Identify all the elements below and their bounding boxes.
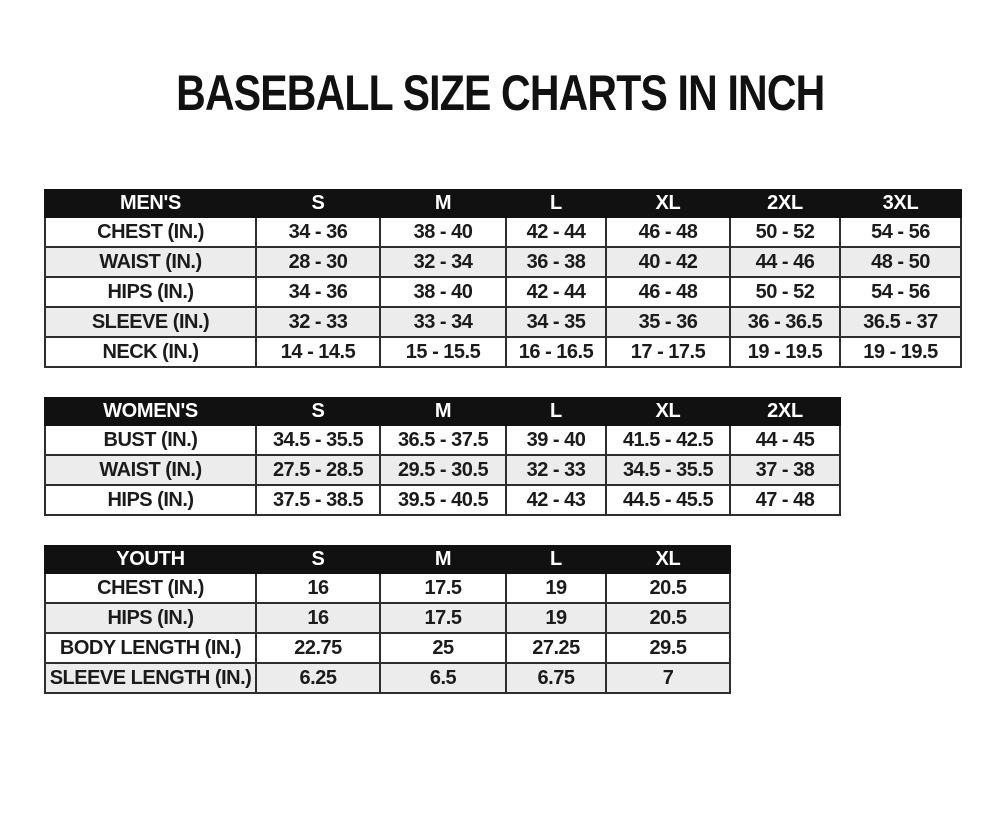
womens-hips-in-l: 42 - 43 <box>506 485 606 515</box>
page-title <box>0 65 1000 121</box>
mens-sleeve-in-xl: 35 - 36 <box>606 307 730 337</box>
youth-header-row <box>45 546 730 573</box>
youth-row-chest-in <box>45 573 730 603</box>
youth-header-s: S <box>256 546 380 573</box>
youth-sleeve-length-in-l: 6.75 <box>506 663 606 693</box>
womens-header-women-s: WOMEN'S <box>45 398 256 425</box>
youth-body-length-in-xl: 29.5 <box>606 633 730 663</box>
womens-header-l: L <box>506 398 606 425</box>
womens-waist-in-l: 32 - 33 <box>506 455 606 485</box>
mens-header-xl: XL <box>606 190 730 217</box>
youth-sleeve-length-in-xl: 7 <box>606 663 730 693</box>
mens-sleeve-in-2xl: 36 - 36.5 <box>730 307 840 337</box>
mens-neck-in-3xl: 19 - 19.5 <box>840 337 961 367</box>
mens-chest-in-s: 34 - 36 <box>256 217 380 247</box>
youth-header-l: L <box>506 546 606 573</box>
mens-header-3xl: 3XL <box>840 190 961 217</box>
youth-sleeve-length-in-s: 6.25 <box>256 663 380 693</box>
womens-header-xl: XL <box>606 398 730 425</box>
mens-header-s: S <box>256 190 380 217</box>
youth-chest-in-m: 17.5 <box>380 573 506 603</box>
womens-row-hips-in <box>45 485 840 515</box>
womens-waist-in-xl: 34.5 - 35.5 <box>606 455 730 485</box>
mens-waist-in-2xl: 44 - 46 <box>730 247 840 277</box>
womens-header-row <box>45 398 840 425</box>
mens-waist-in-m: 32 - 34 <box>380 247 506 277</box>
mens-neck-in-xl: 17 - 17.5 <box>606 337 730 367</box>
youth-hips-in-m: 17.5 <box>380 603 506 633</box>
youth-chest-in-l: 19 <box>506 573 606 603</box>
mens-row-hips-in <box>45 277 961 307</box>
mens-sleeve-in-l: 34 - 35 <box>506 307 606 337</box>
mens-sleeve-in-s: 32 - 33 <box>256 307 380 337</box>
mens-chest-in-xl: 46 - 48 <box>606 217 730 247</box>
youth-chest-in-s: 16 <box>256 573 380 603</box>
womens-header-2xl: 2XL <box>730 398 840 425</box>
womens-bust-in-xl: 41.5 - 42.5 <box>606 425 730 455</box>
womens-bust-in-l: 39 - 40 <box>506 425 606 455</box>
mens-waist-in-s: 28 - 30 <box>256 247 380 277</box>
womens-row-waist-in <box>45 455 840 485</box>
page-title-text: BASEBALL SIZE CHARTS IN INCH <box>175 65 825 121</box>
womens-hips-in-2xl: 47 - 48 <box>730 485 840 515</box>
mens-chest-in-l: 42 - 44 <box>506 217 606 247</box>
womens-hips-in-s: 37.5 - 38.5 <box>256 485 380 515</box>
youth-size-table <box>44 545 731 694</box>
mens-neck-in-2xl: 19 - 19.5 <box>730 337 840 367</box>
womens-waist-in-2xl: 37 - 38 <box>730 455 840 485</box>
mens-hips-in-2xl: 50 - 52 <box>730 277 840 307</box>
youth-body-length-in-l: 27.25 <box>506 633 606 663</box>
youth-row-body-length-in <box>45 633 730 663</box>
mens-chest-in-m: 38 - 40 <box>380 217 506 247</box>
mens-hips-in-xl: 46 - 48 <box>606 277 730 307</box>
youth-chest-in-xl: 20.5 <box>606 573 730 603</box>
mens-hips-in-m: 38 - 40 <box>380 277 506 307</box>
youth-measure-label: HIPS (IN.) <box>45 603 256 633</box>
mens-measure-label: SLEEVE (IN.) <box>45 307 256 337</box>
mens-measure-label: WAIST (IN.) <box>45 247 256 277</box>
womens-measure-label: WAIST (IN.) <box>45 455 256 485</box>
youth-row-hips-in <box>45 603 730 633</box>
mens-hips-in-l: 42 - 44 <box>506 277 606 307</box>
mens-measure-label: CHEST (IN.) <box>45 217 256 247</box>
mens-header-m: M <box>380 190 506 217</box>
mens-measure-label: NECK (IN.) <box>45 337 256 367</box>
mens-neck-in-m: 15 - 15.5 <box>380 337 506 367</box>
mens-waist-in-xl: 40 - 42 <box>606 247 730 277</box>
womens-row-bust-in <box>45 425 840 455</box>
mens-neck-in-l: 16 - 16.5 <box>506 337 606 367</box>
womens-header-m: M <box>380 398 506 425</box>
mens-waist-in-3xl: 48 - 50 <box>840 247 961 277</box>
womens-waist-in-s: 27.5 - 28.5 <box>256 455 380 485</box>
youth-sleeve-length-in-m: 6.5 <box>380 663 506 693</box>
youth-header-m: M <box>380 546 506 573</box>
womens-bust-in-s: 34.5 - 35.5 <box>256 425 380 455</box>
youth-hips-in-s: 16 <box>256 603 380 633</box>
womens-measure-label: HIPS (IN.) <box>45 485 256 515</box>
mens-header-row <box>45 190 961 217</box>
youth-hips-in-xl: 20.5 <box>606 603 730 633</box>
womens-bust-in-m: 36.5 - 37.5 <box>380 425 506 455</box>
mens-row-sleeve-in <box>45 307 961 337</box>
mens-chest-in-2xl: 50 - 52 <box>730 217 840 247</box>
mens-row-chest-in <box>45 217 961 247</box>
youth-measure-label: SLEEVE LENGTH (IN.) <box>45 663 256 693</box>
mens-header-2xl: 2XL <box>730 190 840 217</box>
mens-header-l: L <box>506 190 606 217</box>
womens-waist-in-m: 29.5 - 30.5 <box>380 455 506 485</box>
youth-body-length-in-s: 22.75 <box>256 633 380 663</box>
womens-size-table <box>44 397 841 516</box>
mens-size-table <box>44 189 962 368</box>
womens-hips-in-xl: 44.5 - 45.5 <box>606 485 730 515</box>
youth-header-xl: XL <box>606 546 730 573</box>
mens-header-men-s: MEN'S <box>45 190 256 217</box>
youth-measure-label: BODY LENGTH (IN.) <box>45 633 256 663</box>
womens-bust-in-2xl: 44 - 45 <box>730 425 840 455</box>
mens-hips-in-s: 34 - 36 <box>256 277 380 307</box>
womens-header-s: S <box>256 398 380 425</box>
mens-sleeve-in-3xl: 36.5 - 37 <box>840 307 961 337</box>
mens-neck-in-s: 14 - 14.5 <box>256 337 380 367</box>
youth-hips-in-l: 19 <box>506 603 606 633</box>
youth-measure-label: CHEST (IN.) <box>45 573 256 603</box>
youth-body-length-in-m: 25 <box>380 633 506 663</box>
mens-row-neck-in <box>45 337 961 367</box>
mens-sleeve-in-m: 33 - 34 <box>380 307 506 337</box>
womens-measure-label: BUST (IN.) <box>45 425 256 455</box>
mens-waist-in-l: 36 - 38 <box>506 247 606 277</box>
youth-header-youth: YOUTH <box>45 546 256 573</box>
size-tables-container <box>44 189 1000 694</box>
mens-hips-in-3xl: 54 - 56 <box>840 277 961 307</box>
mens-chest-in-3xl: 54 - 56 <box>840 217 961 247</box>
mens-measure-label: HIPS (IN.) <box>45 277 256 307</box>
mens-row-waist-in <box>45 247 961 277</box>
youth-row-sleeve-length-in <box>45 663 730 693</box>
womens-hips-in-m: 39.5 - 40.5 <box>380 485 506 515</box>
